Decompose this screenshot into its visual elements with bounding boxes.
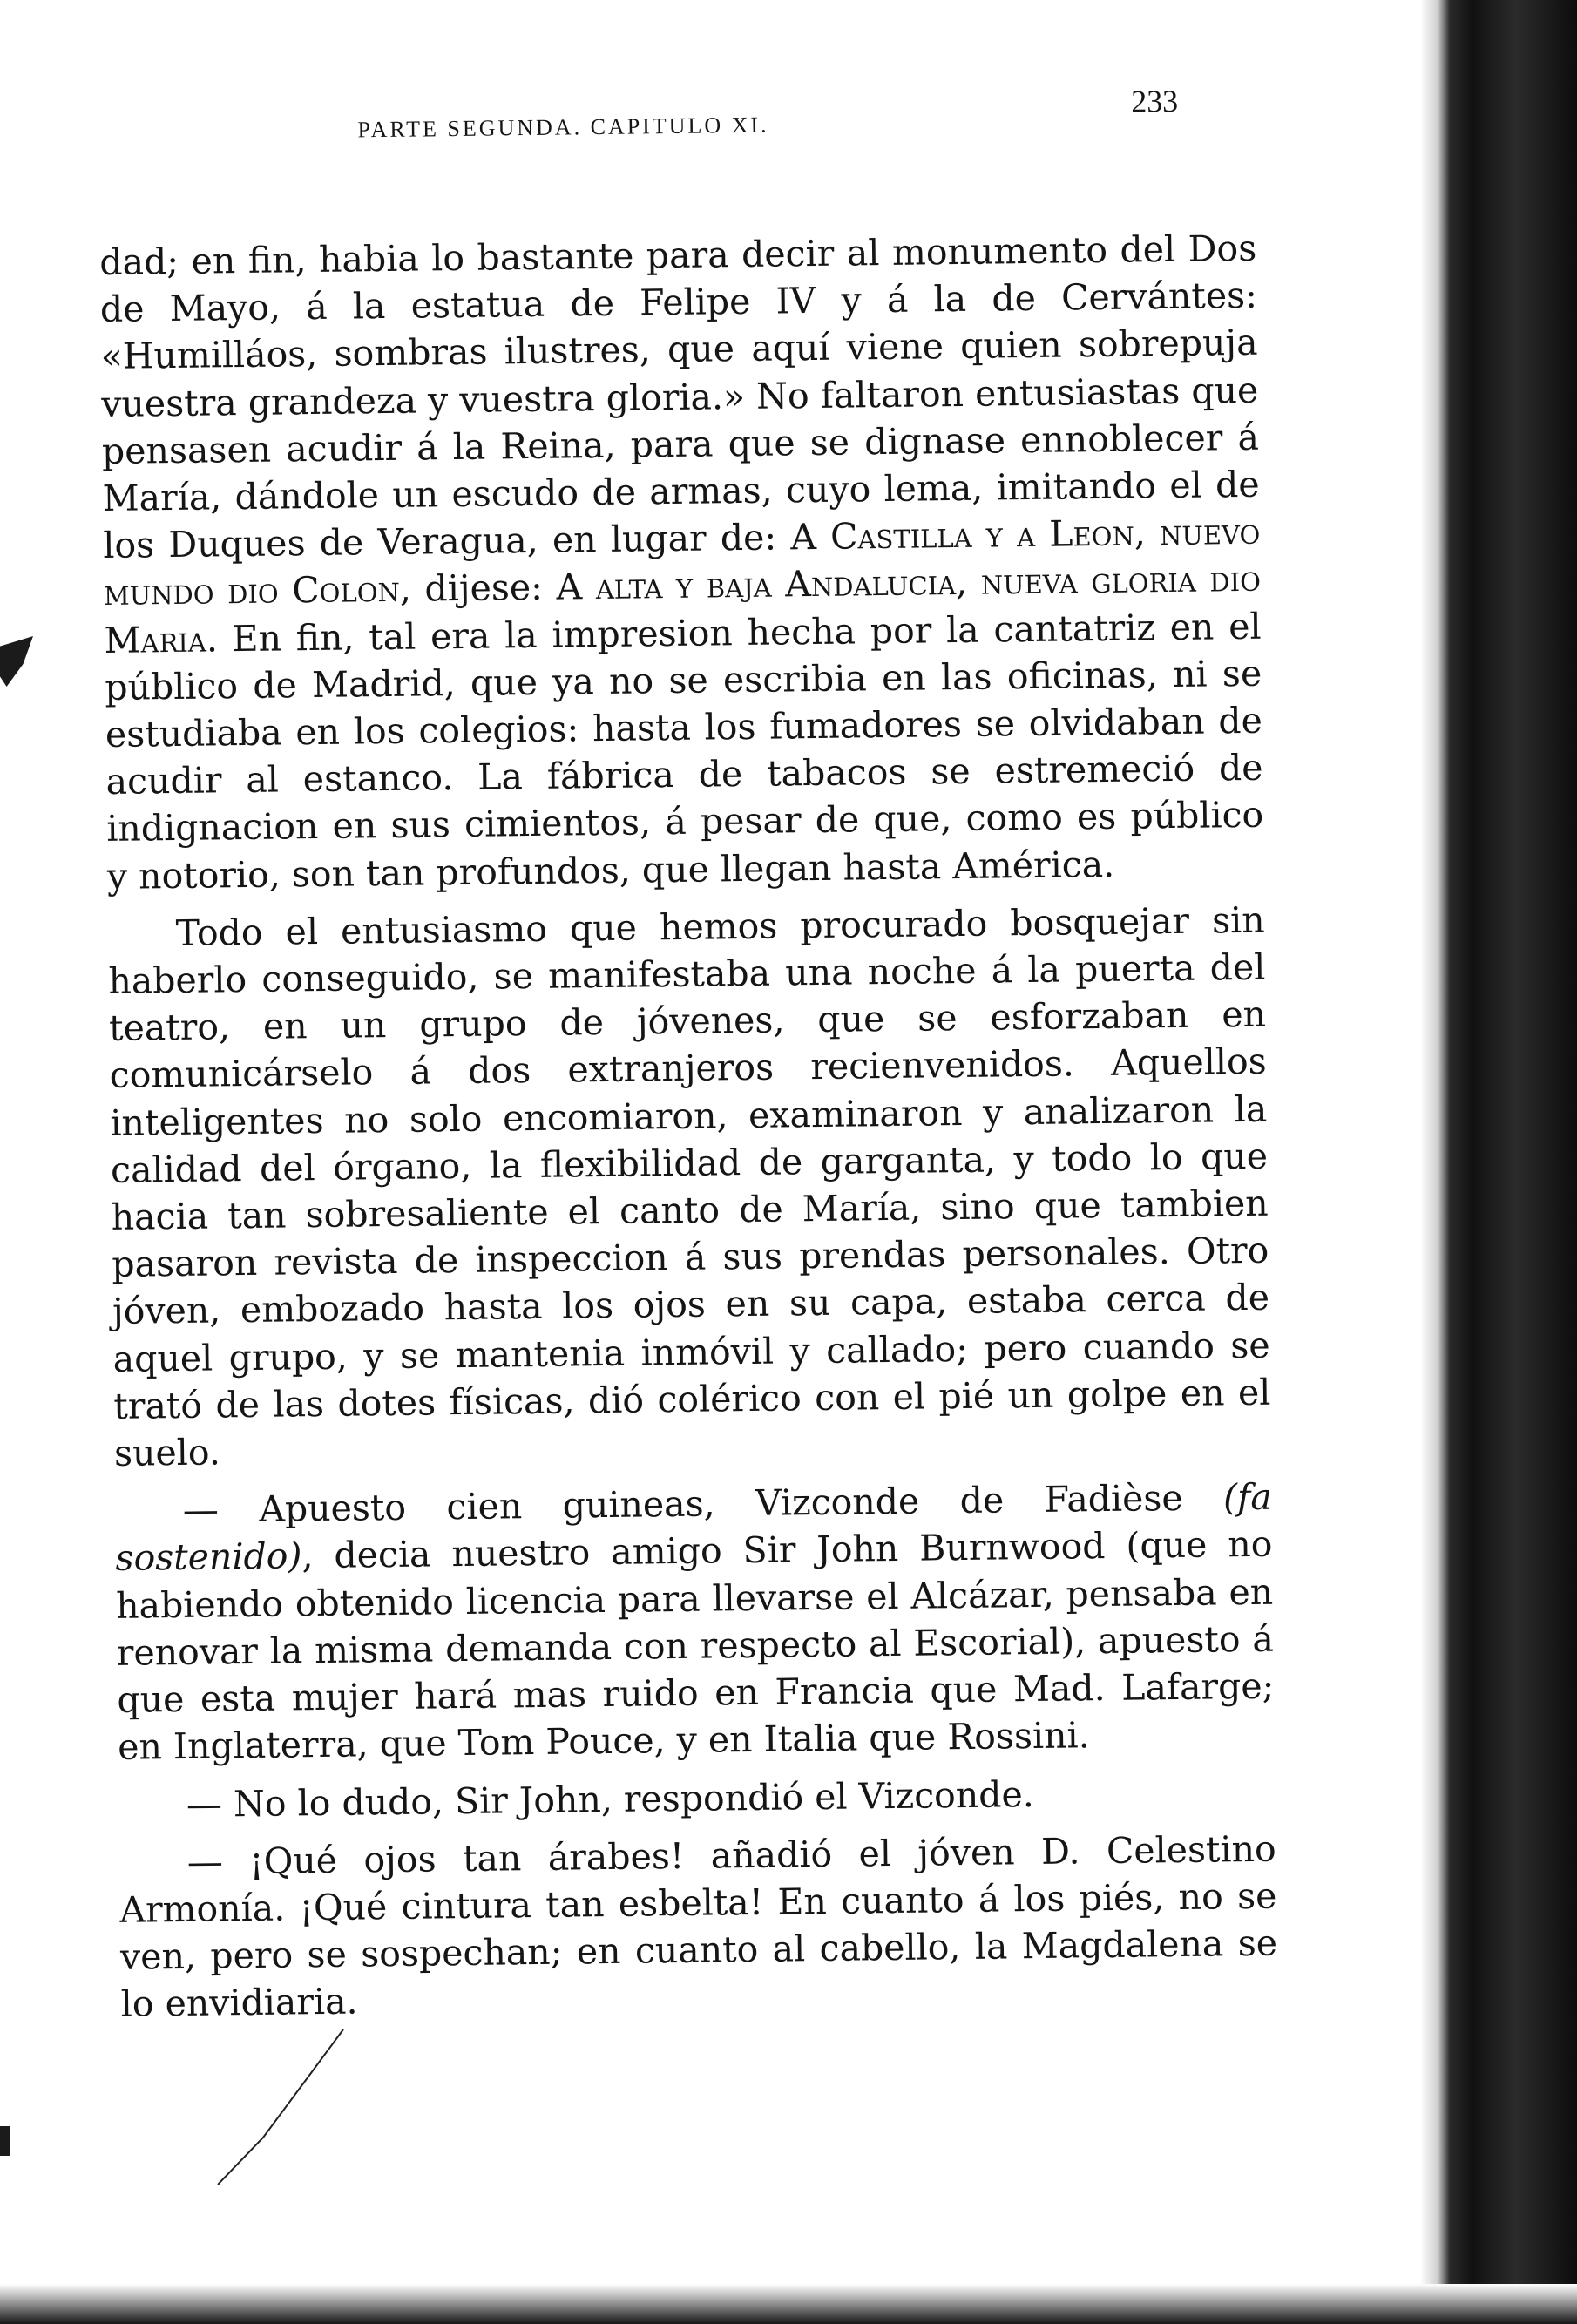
dialogue-line-2: [118, 1767, 1276, 1828]
page-number: 233: [1130, 83, 1179, 119]
dialogue-dash: —: [186, 1782, 223, 1826]
dialogue-line-1-text-b: , decia nuestro amigo Sir John Burnwood (que no habiendo obtenido licencia para llevarse el Alcázar, pensaba en renovar la misma demanda con respecto al Escorial), apuesto á que esta mujer hará mas ruido en Francia que Mad. Lafarge; en Inglaterra, que Tom Pouce, y en Italia que Rossini.: [115, 1523, 1275, 1769]
dialogue-line-2-text: No lo dudo, Sir John, respondió el Vizconde.: [233, 1772, 1035, 1825]
paragraph-1-text-c: . En fin, tal era la impresion hecha por la cantatriz en el público de Madrid, que ya no se escribia en las oficinas, ni se estudiaba en los colegios: hasta los fumadores se olvidaban de acudir al estanco. La fábrica de tabacos se estremeció de indignacion en sus cimientos, á pesar de que, como es público y notorio, son tan profundos, que llegan hasta América.: [105, 605, 1264, 898]
dialogue-line-3: [118, 1825, 1278, 2028]
text-body: [99, 225, 1278, 2029]
running-head: [98, 82, 1256, 150]
dialogue-dash: —: [186, 1840, 224, 1883]
italic-note: (fa sostenido): [115, 1475, 1273, 1580]
dialogue-line-1: [115, 1474, 1276, 1771]
motto-andalucia: A alta y baja Andalucia, nueva gloria dio Maria: [104, 558, 1262, 661]
dialogue-line-1-text-a: Apuesto cien guineas, Vizconde de Fadièse: [259, 1476, 1224, 1531]
scan-dark-edge-bottom: [0, 2284, 1577, 2324]
margin-ink-mark: [0, 636, 33, 687]
motto-castilla: A Castilla y a Leon, nuevo mundo dio Colon: [103, 510, 1261, 614]
dialogue-dash: —: [182, 1488, 220, 1532]
paragraph-1-text-b: , dijese:: [399, 566, 557, 611]
page-content: [98, 82, 1278, 2039]
paragraph-1-text-a: dad; en fin, habia lo bastante para decir al monumento del Dos de Mayo, á la estatua de Felipe IV y á la de Cervántes: «Humilláos, sombras ilustres, que aquí viene quien sobrepuja vuestra grandeza y vuestra gloria.» No faltaron entusiastas que pensasen acudir á la Reina, para que se dignase ennoblecer á María, dándole un escudo de armas, cuyo lema, imitando el de los Duques de Veragua, en lugar de:: [99, 227, 1260, 567]
paragraph-1: [99, 225, 1264, 900]
dialogue-line-3-text: ¡Qué ojos tan árabes! añadió el jóven D. Celestino Armonía. ¡Qué cintura tan esbelta! En cuanto á los piés, no se ven, pero se sospechan; en cuanto al cabello, la Magdalena se lo envidiaria.: [119, 1827, 1278, 2026]
paragraph-2: Todo el entusiasmo que hemos procurado bosquejar sin haberlo conseguido, se manifestaba una noche á la puerta del teatro, en un grupo de jóvenes, que se esforzaban en comunicárselo á dos extranjeros recienvenidos. Aquellos inteligentes no solo encomiaron, examinaron y analizaron la calidad del órgano, la flexibilidad de garganta, y todo lo que hacia tan sobresaliente el canto de María, sino que tambien pasaron revista de inspeccion á sus prendas personales. Otro jóven, embozado hasta los ojos en su capa, estaba cerca de aquel grupo, y se mantenia inmóvil y callado; pero cuando se trató de las dotes físicas, dió colérico con el pié un golpe en el suelo.: [108, 898, 1271, 1474]
running-title: PARTE SEGUNDA. CAPITULO XI.: [357, 112, 769, 143]
pencil-slash-mark: [213, 2026, 352, 2187]
margin-ink-mark-lower: [0, 2126, 10, 2156]
scan-dark-edge-right: [1420, 0, 1577, 2324]
